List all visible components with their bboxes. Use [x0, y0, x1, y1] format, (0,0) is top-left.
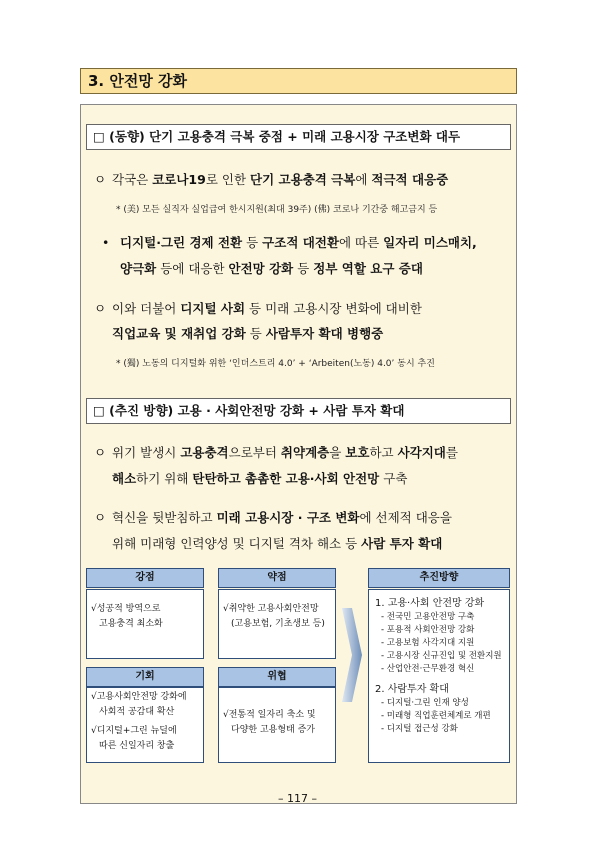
dot-bullet: • [102, 235, 110, 250]
trend-note-1: * (美) 모든 실직자 실업급여 한시지원(최대 39주) (佛) 코로나 기간중 해고금지 등 [116, 205, 438, 215]
strength-header: 강점 [86, 568, 204, 588]
opportunity-box [86, 687, 204, 763]
text: 등에 대응한 [156, 261, 229, 276]
emphasis: 사각지대 [397, 445, 446, 460]
text: 등 미래 고용시장 변화에 대비한 [245, 301, 422, 316]
direction-heading: □ (추진 방향) 고용 · 사회안전망 강화 + 사람 투자 확대 [86, 398, 511, 424]
text: 등 [242, 235, 263, 250]
emphasis: 일자리 미스매치, [383, 235, 477, 250]
text: 위기 발생시 [112, 445, 181, 460]
direction-arrow-icon [340, 600, 366, 710]
direction-paragraph-2-line-1 [94, 505, 452, 531]
emphasis: 직업교육 및 재취업 강화 [112, 326, 246, 341]
direction-item: - 고용시장 신규진입 및 전환지원 [381, 651, 502, 661]
emphasis: 보호 [345, 445, 370, 460]
trend-heading: □ (동향) 단기 고용충격 극복 중점 + 미래 고용시장 구조변화 대두 [86, 124, 511, 150]
direction-item: - 고용보험 사각지대 지원 [381, 638, 475, 648]
threat-header: 위협 [218, 667, 336, 687]
trend-paragraph-2-line-2 [120, 256, 423, 282]
direction-paragraph-1-line-1 [94, 440, 458, 466]
direction-item: - 디지털·그린 인재 양성 [381, 698, 469, 708]
emphasis: 양극화 [120, 261, 157, 276]
page-number: – 117 – [278, 792, 317, 805]
emphasis: 적극적 대응중 [371, 172, 449, 187]
threat-line-2: 다양한 고용형태 증가 [231, 725, 315, 735]
emphasis: 탄탄하고 촘촘한 고용·사회 안전망 [192, 471, 380, 486]
direction-item: - 포용적 사회안전망 강화 [381, 625, 475, 635]
opportunity-line-1: √고용사회안전망 강화에 [91, 692, 187, 702]
text: 위해 미래형 인력양성 및 디지털 격차 해소 등 [112, 536, 362, 551]
emphasis: 고용충격 [180, 445, 229, 460]
text: 혁신을 뒷받침하고 [112, 510, 217, 525]
opportunity-line-3: √디지털+그린 뉴딜에 [91, 726, 177, 736]
weakness-header: 약점 [218, 568, 336, 588]
text: 하고 [369, 445, 398, 460]
circle-bullet: ㅇ [94, 172, 107, 187]
text: 에 [355, 172, 372, 187]
direction-box [368, 589, 510, 763]
text: 이와 더불어 [112, 301, 181, 316]
circle-bullet: ㅇ [94, 445, 107, 460]
direction-paragraph-1-line-2 [112, 466, 407, 492]
direction-header: 추진방향 [368, 568, 510, 588]
weakness-line-1: √취약한 고용사회안전망 [223, 604, 319, 614]
text: 로 인한 [205, 172, 251, 187]
text: 등 [245, 326, 266, 341]
trend-note-2: * (獨) 노동의 디지털화 위한 ‘인더스트리 4.0’ + ‘Arbeiten(노동) 4.0’ 동시 추진 [116, 359, 435, 369]
text: 를 [445, 445, 458, 460]
direction-item: - 디지털 접근성 강화 [381, 724, 458, 734]
emphasis: 사람 투자 확대 [361, 536, 443, 551]
text: 등 [293, 261, 314, 276]
opportunity-header: 기회 [86, 667, 204, 687]
strength-line-1: √성공적 방역으로 [91, 604, 161, 614]
emphasis: 해소 [112, 471, 137, 486]
text: 각국은 [112, 172, 153, 187]
text: 하기 위해 [136, 471, 193, 486]
emphasis: 단기 고용충격 극복 [250, 172, 356, 187]
emphasis: 디지털·그린 경제 전환 [120, 235, 243, 250]
direction-item: - 산업안전·근무환경 혁신 [381, 664, 475, 674]
strength-box [86, 589, 204, 659]
weakness-line-2: (고용보험, 기초생보 등) [231, 619, 325, 629]
text: 에 따른 [338, 235, 384, 250]
opportunity-line-4: 따른 신일자리 창출 [99, 741, 175, 751]
trend-paragraph-1 [94, 167, 448, 193]
emphasis: 코로나19 [152, 172, 206, 187]
section-title: 3. 안전망 강화 [88, 72, 188, 90]
direction-paragraph-2-line-2 [112, 531, 442, 557]
circle-bullet: ㅇ [94, 510, 107, 525]
emphasis: 정부 역할 요구 증대 [313, 261, 423, 276]
threat-line-1: √전통적 일자리 축소 및 [223, 710, 316, 720]
emphasis: 디지털 사회 [180, 301, 246, 316]
strength-line-2: 고용충격 최소화 [99, 619, 163, 629]
emphasis: 미래 고용시장 · 구조 변화 [216, 510, 360, 525]
emphasis: 안전망 강화 [228, 261, 294, 276]
trend-paragraph-3-line-1 [94, 296, 422, 322]
direction-item: - 미래형 직업훈련체계로 개편 [381, 711, 491, 721]
opportunity-line-2: 사회적 공감대 확산 [99, 707, 175, 717]
emphasis: 구조적 대전환 [262, 235, 339, 250]
circle-bullet: ㅇ [94, 301, 107, 316]
direction-item: - 전국민 고용안전망 구축 [381, 612, 475, 622]
trend-paragraph-3-line-2 [112, 321, 383, 347]
text: 구축 [379, 471, 408, 486]
emphasis: 사람투자 확대 병행중 [265, 326, 384, 341]
trend-paragraph-2-line-1 [102, 230, 477, 256]
emphasis: 취약계층 [280, 445, 330, 460]
direction-group-2-title: 2. 사람투자 확대 [375, 684, 449, 695]
text: 으로부터 [228, 445, 281, 460]
threat-box [218, 687, 336, 763]
direction-group-1-title: 1. 고용·사회 안전망 강화 [375, 598, 485, 609]
text: 을 [329, 445, 346, 460]
text: 에 선제적 대응을 [359, 510, 452, 525]
weakness-box [218, 589, 336, 659]
